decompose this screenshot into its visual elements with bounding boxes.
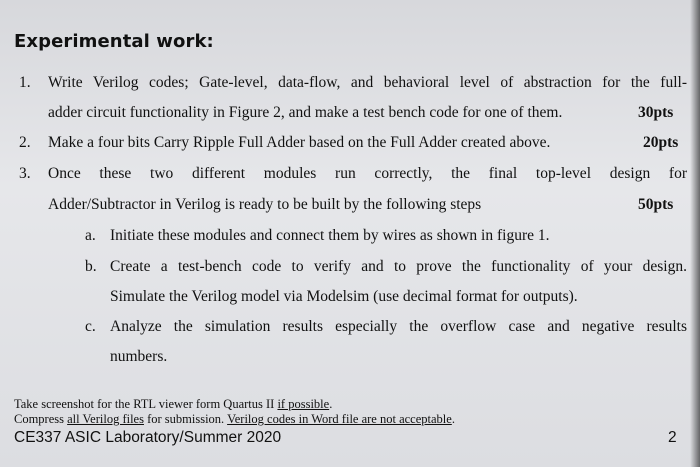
step-c-line-1: Analyze the simulation results especially the overflow case and negative results [110,318,687,335]
footer-note-compress [14,412,455,427]
step-a-letter: a. [85,227,96,244]
task-2-number: 2. [19,134,31,151]
task-1-line-1: Write Verilog codes; Gate-level, data-flow, and behavioral level of abstraction for the full- [48,74,687,91]
page-number: 2 [668,429,677,446]
task-3-points: 50pts [638,196,674,213]
task-2-line-1: Make a four bits Carry Ripple Full Adder based on the Full Adder created above. [48,134,551,151]
footer-note-screenshot-text: Take screenshot for the RTL viewer form Quartus II [14,397,278,411]
course-title: CE337 ASIC Laboratory/Summer 2020 [14,429,282,446]
footer-note-all-verilog-files: all Verilog files [67,412,144,426]
task-1-number: 1. [19,74,31,91]
footer-note-period-2: . [451,412,455,426]
task-3-line-1: Once these two different modules run correctly, the final top-level design for [48,165,687,182]
task-1-line-2: adder circuit functionality in Figure 2, and make a test bench code for one of them. [48,104,563,121]
section-heading: Experimental work: [14,31,214,52]
step-b-line-2: Simulate the Verilog model via Modelsim (use decimal format for outputs). [110,288,578,305]
step-b-line-1: Create a test-bench code to verify and to prove the functionality of your design. [110,258,687,275]
footer-note-if-possible: if possible [277,397,330,411]
task-2-points: 20pts [643,134,679,151]
footer-note-compress-c: for submission. [143,412,228,426]
step-c-line-2: numbers. [110,348,168,365]
task-3-number: 3. [19,165,31,182]
step-a-line-1: Initiate these modules and connect them by wires as shown in figure 1. [110,227,550,244]
footer-note-period-1: . [329,397,333,411]
step-b-letter: b. [85,258,97,275]
footer-note-word-file: Verilog codes in Word file are not acceptable [227,412,452,426]
task-3-line-2: Adder/Subtractor in Verilog is ready to be built by the following steps [48,196,482,213]
footer-note-compress-a: Compress [14,412,68,426]
task-1-points: 30pts [638,104,674,121]
footer-note-screenshot [14,397,332,412]
step-c-letter: c. [85,318,96,335]
